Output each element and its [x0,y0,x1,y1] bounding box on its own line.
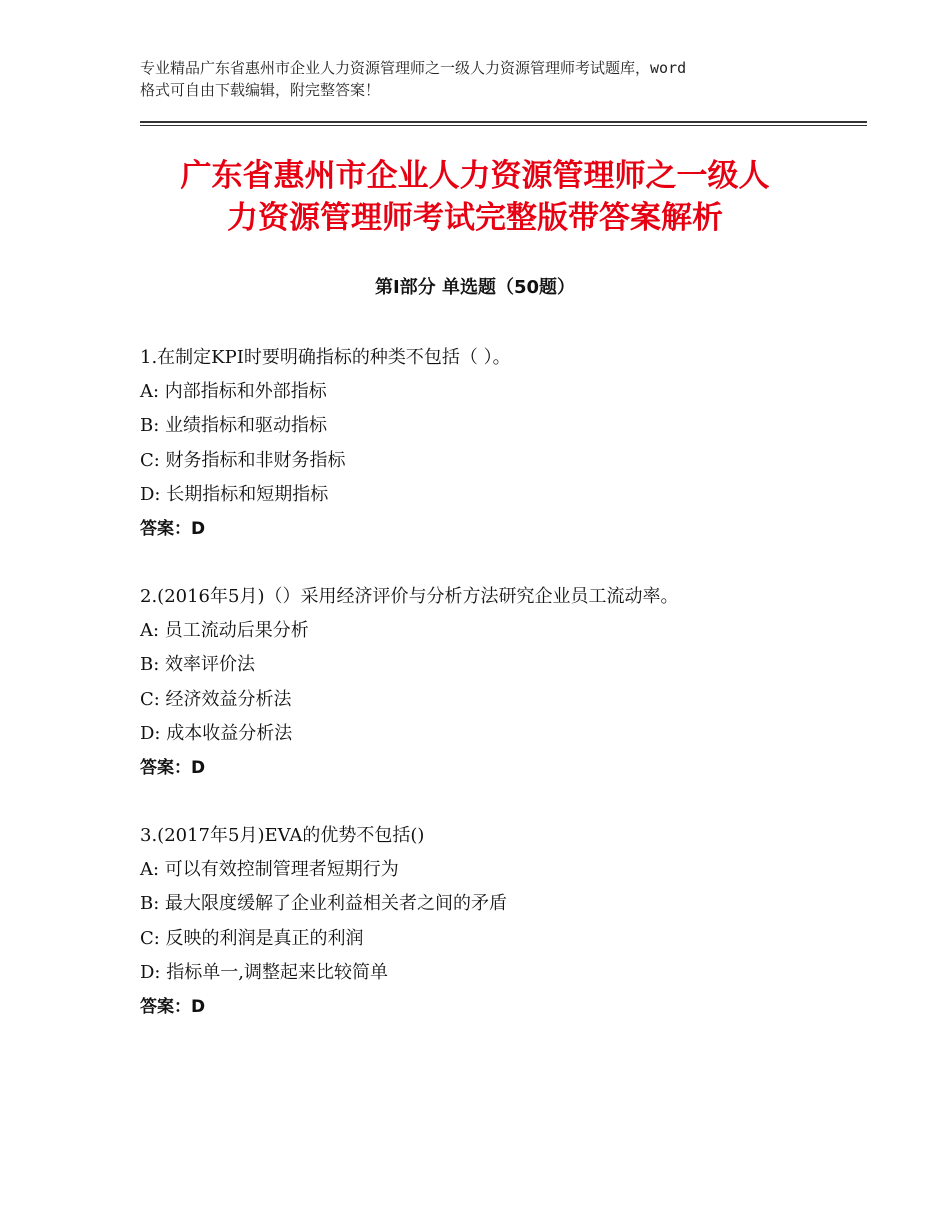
question-block [140,341,860,546]
option-d: D: 指标单一,调整起来比较简单 [140,961,388,983]
document-title-line-2: 力资源管理师考试完整版带答案解析 [227,200,723,236]
header-divider-thick [140,121,867,123]
question-stem: 2.(2016年5月)（）采用经济评价与分析方法研究企业员工流动率。 [140,586,679,607]
option-b: B: 最大限度缓解了企业利益相关者之间的矛盾 [140,893,508,915]
question-stem: 1.在制定KPI时要明确指标的种类不包括（ ）。 [140,347,511,368]
question-stem: 3.(2017年5月)EVA的优势不包括() [140,825,425,846]
option-c: C: 经济效益分析法 [140,688,292,710]
option-c: C: 财务指标和非财务指标 [140,449,346,471]
option-c: C: 反映的利润是真正的利润 [140,927,364,949]
option-a: A: 可以有效控制管理者短期行为 [140,859,399,881]
section-heading: 第Ⅰ部分 单选题（50题） [374,277,575,298]
option-d: D: 成本收益分析法 [140,722,293,744]
option-b: B: 效率评价法 [140,654,256,676]
header-note-line-1: 专业精品广东省惠州市企业人力资源管理师之一级人力资源管理师考试题库，word [140,59,687,77]
option-b: B: 业绩指标和驱动指标 [140,415,328,437]
answer-line: 答案：D [140,518,206,539]
option-a: A: 内部指标和外部指标 [140,381,327,403]
option-d: D: 长期指标和短期指标 [140,483,329,505]
header-note [140,57,830,101]
question-block [140,580,860,785]
header-note-line-2: 格式可自由下载编辑，附完整答案！ [140,81,381,99]
header-divider-thin [140,125,867,126]
answer-line: 答案：D [140,757,206,778]
option-a: A: 员工流动后果分析 [140,620,309,642]
document-title-line-1: 广东省惠州市企业人力资源管理师之一级人 [180,158,770,194]
document-title [100,155,850,239]
answer-line: 答案：D [140,996,206,1017]
question-block [140,819,860,1024]
